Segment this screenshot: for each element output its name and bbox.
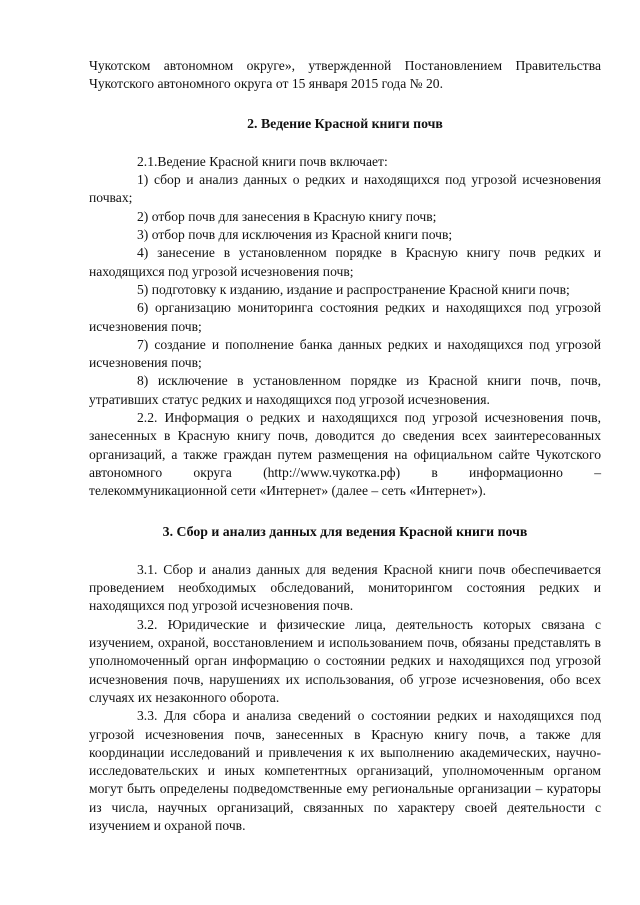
section-2-2-paragraph: 2.2. Информация о редких и находящихся под угрозой исчезновения почв, занесенных в Красную книгу почв, доводится до сведения всех заинтересованных организаций, а также граждан путем размещения на официальном сайте Чукотского автономного округа (http://www.чукотка.рф) в информационно – телекоммуникационной сети «Интернет» (далее – сеть «Интернет»). [89,410,601,499]
section-3-3-paragraph: 3.3. Для сбора и анализа сведений о состоянии редких и находящихся под угрозой исчезновения почв, занесенных в Красную книгу почв, а также для координации исследований и привлечения к их выполнению академических, научно-исследовательских и иных компетентных организаций, уполномоченным органом могут быть определены подведомственные ему региональные организации – кураторы из числа, научных организаций, связанных по характеру своей деятельности с изучением и охраной почв. [89,708,601,833]
section-2-title: 2. Ведение Красной книги почв [247,115,443,131]
list-item: 7) создание и пополнение банка данных редких и находящихся под угрозой исчезновения почв; [89,336,601,371]
document-page [89,57,601,835]
list-item: 2) отбор почв для занесения в Красную книгу почв; [137,208,437,224]
section-2-1-lead: 2.1.Ведение Красной книги почв включает: [137,153,388,169]
list-item: 5) подготовку к изданию, издание и распространение Красной книги почв; [137,281,570,297]
list-item: 3) отбор почв для исключения из Красной книги почв; [137,227,453,243]
section-3-title: 3. Сбор и анализ данных для ведения Красной книги почв [162,523,528,539]
section-3-1-paragraph: 3.1. Сбор и анализ данных для ведения Красной книги почв обеспечивается проведением необходимых обследований, мониторингом состояния редких и находящихся под угрозой исчезновения почв. [89,561,601,614]
section-3-2-paragraph: 3.2. Юридические и физические лица, деятельность которых связана с изучением, охраной, восстановлением и использованием почв, обязаны представлять в уполномоченный орган информацию о состоянии редких и находящихся под угрозой исчезновения почв, нарушениях их использования, об угрозе исчезновения, обо всех случаях их незаконного оборота. [89,616,601,705]
list-item: 8) исключение в установленном порядке из Красной книги почв, почв, утративших статус редких и находящихся под угрозой исчезновения. [89,373,601,407]
list-item: 4) занесение в установленном порядке в Красную книгу почв редких и находящихся под угрозой исчезновения почв; [89,245,601,279]
list-item: 6) организацию мониторинга состояния редких и находящихся под угрозой исчезновения почв; [89,300,601,334]
list-item: 1) сбор и анализ данных о редких и находящихся под угрозой исчезновения почвах; [89,172,601,206]
intro-paragraph: Чукотском автономном округе», утвержденной Постановлением Правительства Чукотского автономного округа от 15 января 2015 года № 20. [89,58,601,92]
